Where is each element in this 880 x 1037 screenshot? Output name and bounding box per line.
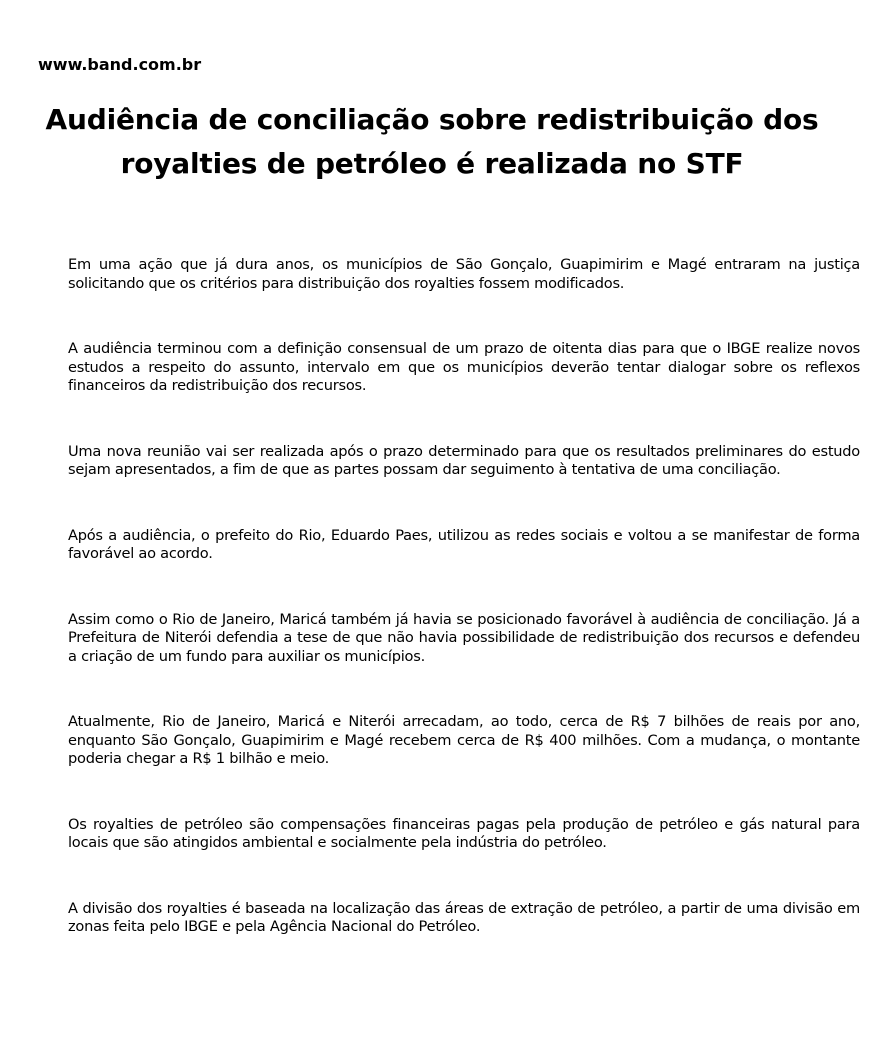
article-paragraph: A audiência terminou com a definição consensual de um prazo de oitenta dias para que o IBGE realize novos estudos a respeito do assunto, intervalo em que os municípios deverão tentar dialogar sobre os reflexos financeiros da redistribuição dos recursos. (68, 340, 860, 394)
article-paragraph: Em uma ação que já dura anos, os municípios de São Gonçalo, Guapimirim e Magé entraram na justiça solicitando que os critérios para distribuição dos royalties fossem modificados. (68, 256, 860, 292)
article-paragraph: A divisão dos royalties é baseada na localização das áreas de extração de petróleo, a partir de uma divisão em zonas feita pelo IBGE e pela Agência Nacional do Petróleo. (68, 899, 860, 935)
article-paragraph: Uma nova reunião vai ser realizada após o prazo determinado para que os resultados preliminares do estudo sejam apresentados, a fim de que as partes possam dar seguimento à tentativa de uma conciliação. (68, 442, 860, 478)
article-headline: Audiência de conciliação sobre redistribuição dos royalties de petróleo é realizada no STF (45, 103, 819, 180)
article-paragraph: Atualmente, Rio de Janeiro, Maricá e Niterói arrecadam, ao todo, cerca de R$ 7 bilhões de reais por ano, enquanto São Gonçalo, Guapimirim e Magé recebem cerca de R$ 400 milhões. Com a mudança, o montante poderia chegar a R$ 1 bilhão e meio. (68, 713, 860, 767)
article-body (68, 256, 860, 984)
article-paragraph: Assim como o Rio de Janeiro, Maricá também já havia se posicionado favorável à audiência de conciliação. Já a Prefeitura de Niterói defendia a tese de que não havia possibilidade de redistribuição dos recursos e defendeu a criação de um fundo para auxiliar os municípios. (68, 610, 860, 665)
article-paragraph: Após a audiência, o prefeito do Rio, Eduardo Paes, utilizou as redes sociais e voltou a se manifestar de forma favorável ao acordo. (68, 526, 860, 562)
article-paragraph: Os royalties de petróleo são compensações financeiras pagas pela produção de petróleo e gás natural para locais que são atingidos ambiental e socialmente pela indústria do petróleo. (68, 815, 860, 851)
source-site: www.band.com.br (38, 55, 202, 74)
